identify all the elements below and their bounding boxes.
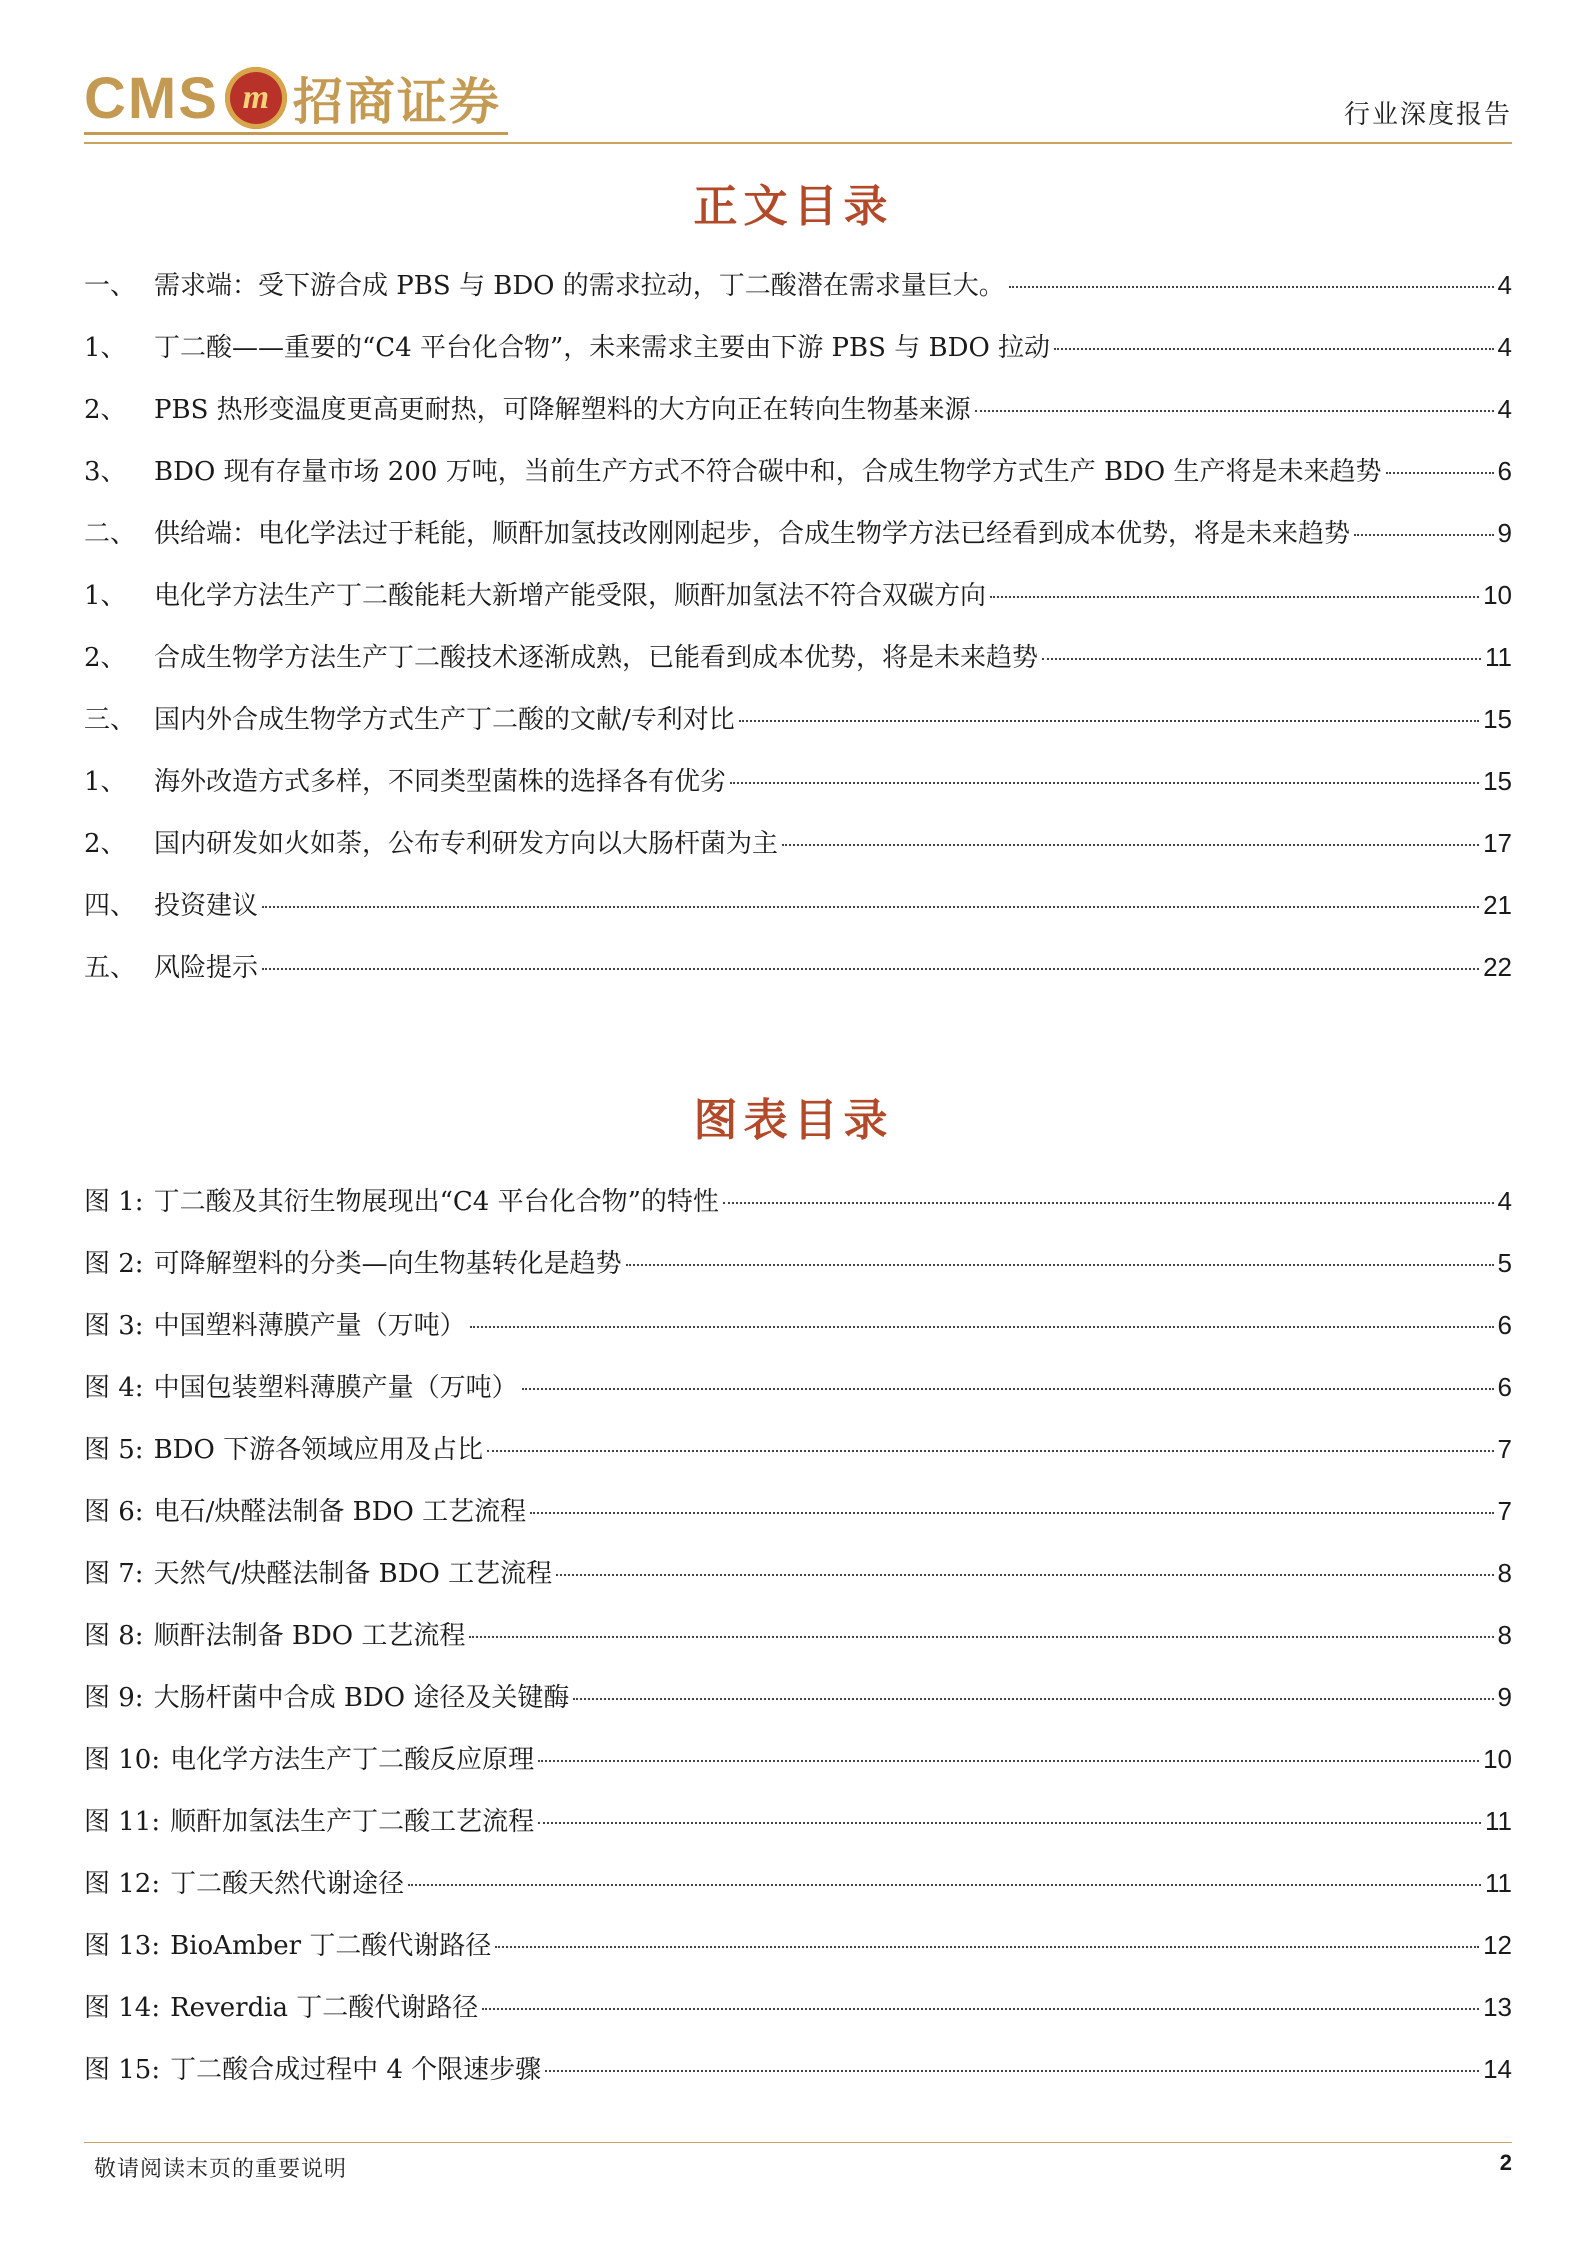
toc-entry-text: 合成生物学方法生产丁二酸技术逐渐成熟，已能看到成本优势，将是未来趋势 [154,643,1039,673]
toc-entry-page: 9 [1497,518,1512,548]
toc-entry-text: 风险提示 [154,953,259,983]
toc-entry-label [84,379,971,441]
toc-entry[interactable] [84,750,1512,812]
figure-entry-label [84,1729,534,1791]
toc-entry-page: 4 [1497,332,1512,362]
header-divider [84,142,1512,144]
dot-leader [538,1822,1481,1824]
figure-entry[interactable] [84,1790,1512,1852]
figures-title: 图表目录 [693,1095,894,1146]
figure-entry-text: BDO 下游各领域应用及占比 [153,1435,484,1465]
figure-entry-number: 图 5: [84,1435,144,1465]
dot-leader [470,1326,1494,1328]
dot-leader [262,906,1479,908]
toc-entry-page: 22 [1483,952,1512,982]
toc-entry[interactable] [84,564,1512,626]
figure-entry-number: 图 2: [84,1249,144,1279]
toc-entry-label [84,441,1382,503]
figure-entry-number: 图 11: [84,1807,161,1837]
dot-leader [556,1574,1493,1576]
toc-entry-number: 五、 [84,953,137,983]
figure-entry-label [84,1853,404,1915]
figure-entry-label [84,1543,552,1605]
figure-entry-number: 图 1: [84,1187,144,1217]
figure-entry[interactable] [84,1294,1512,1356]
toc-entry-number: 二、 [84,519,137,549]
figure-entry-page: 9 [1497,1682,1512,1712]
toc-entry-text: 供给端：电化学法过于耗能，顺酐加氢技改刚刚起步，合成生物学方法已经看到成本优势，将是未来趋势 [154,519,1351,549]
figure-entry-number: 图 8: [84,1621,144,1651]
dot-leader [626,1264,1494,1266]
figure-entry-label [84,1295,466,1357]
figure-entry-label [84,1481,526,1543]
footer-divider [84,2142,1512,2143]
figure-entry[interactable] [84,1852,1512,1914]
figure-entry[interactable] [84,1356,1512,1418]
figure-entry-number: 图 14: [84,1993,161,2023]
logo-company-name: 招商证券 [292,72,501,131]
figure-entry[interactable] [84,1914,1512,1976]
toc-entry-page: 4 [1497,270,1512,300]
toc-entry-label [84,875,258,937]
figure-entry[interactable] [84,1418,1512,1480]
toc-entry[interactable] [84,812,1512,874]
page-header [84,50,1512,150]
toc-entry-text: BDO 现有存量市场 200 万吨，当前生产方式不符合碳中和，合成生物学方式生产 BDO 生产将是未来趋势 [154,457,1382,487]
figure-entry[interactable] [84,1976,1512,2038]
toc-entry-label [84,317,1050,379]
figure-entry-page: 11 [1485,1868,1512,1898]
toc-entry-text: 国内研发如火如荼，公布专利研发方向以大肠杆菌为主 [154,829,779,859]
toc-entry-text: 丁二酸——重要的“C4 平台化合物”，未来需求主要由下游 PBS 与 BDO 拉动 [154,333,1051,363]
toc-entry-text: 需求端：受下游合成 PBS 与 BDO 的需求拉动，丁二酸潜在需求量巨大。 [154,271,1005,301]
figure-entry-page: 4 [1497,1186,1512,1216]
report-type: 行业深度报告 [1343,100,1512,130]
figure-entry[interactable] [84,1666,1512,1728]
toc-entry[interactable] [84,254,1512,316]
figure-entry-text: 丁二酸天然代谢途径 [170,1869,405,1899]
figure-entry[interactable] [84,1170,1512,1232]
toc-entry-number: 1、 [84,767,127,797]
dot-leader [1042,658,1481,660]
toc-entry[interactable] [84,378,1512,440]
figure-entry-text: 可降解塑料的分类—向生物基转化是趋势 [153,1249,622,1279]
toc-entry-number: 三、 [84,705,137,735]
figure-entry[interactable] [84,1480,1512,1542]
dot-leader [538,1760,1479,1762]
toc-entry[interactable] [84,936,1512,998]
toc-entry-label [84,565,986,627]
figure-entry-label [84,1171,719,1233]
figure-entry-page: 6 [1497,1310,1512,1340]
toc-entry-number: 2、 [84,643,127,673]
dot-leader [495,1946,1479,1948]
toc-entry-number: 3、 [84,457,127,487]
figure-entry-text: 电化学方法生产丁二酸反应原理 [170,1745,535,1775]
toc-entry[interactable] [84,874,1512,936]
logo-text: CMS [84,65,219,131]
toc-entry-number: 一、 [84,271,137,301]
dot-leader [1054,348,1494,350]
figure-entry[interactable] [84,1728,1512,1790]
toc-entry-page: 15 [1483,704,1512,734]
dot-leader [487,1450,1493,1452]
figure-entry-number: 图 10: [84,1745,161,1775]
dot-leader [990,596,1479,598]
toc-entry-number: 1、 [84,333,127,363]
toc-entry-page: 11 [1485,642,1512,672]
figure-entry-number: 图 12: [84,1869,161,1899]
figure-entry-label [84,1915,491,1977]
figure-entry-text: 大肠杆菌中合成 BDO 途径及关键酶 [153,1683,570,1713]
figures-list [84,1170,1512,2100]
figure-entry[interactable] [84,1604,1512,1666]
dot-leader [469,1636,1493,1638]
figure-entry-label [84,1605,465,1667]
figure-entry-page: 13 [1483,1992,1512,2022]
figure-entry-label [84,1419,483,1481]
toc-entry-label [84,937,258,999]
toc-entry[interactable] [84,688,1512,750]
toc-title: 正文目录 [693,181,894,232]
toc-entry-label [84,627,1038,689]
dot-leader [408,1884,1481,1886]
toc-entry-number: 2、 [84,395,127,425]
figure-entry-text: 中国包装塑料薄膜产量（万吨） [153,1373,518,1403]
dot-leader [975,410,1494,412]
figure-entry[interactable] [84,1232,1512,1294]
dot-leader [739,720,1479,722]
dot-leader [1386,472,1494,474]
figure-entry-page: 8 [1497,1558,1512,1588]
logo-underline [84,132,508,135]
figure-entry-page: 5 [1497,1248,1512,1278]
figure-entry-text: 电石/炔醛法制备 BDO 工艺流程 [153,1497,527,1527]
figure-entry-page: 6 [1497,1372,1512,1402]
toc-entry[interactable] [84,626,1512,688]
figure-entry-text: 天然气/炔醛法制备 BDO 工艺流程 [153,1559,553,1589]
figure-entry-label [84,1233,622,1295]
toc-entry-number: 四、 [84,891,137,921]
dot-leader [730,782,1479,784]
toc-entry[interactable] [84,502,1512,564]
page-number: 2 [1499,2150,1512,2175]
dot-leader [782,844,1479,846]
toc-entry-label [84,503,1350,565]
figure-entry[interactable] [84,1542,1512,1604]
toc-entry-text: 海外改造方式多样，不同类型菌株的选择各有优劣 [154,767,727,797]
figure-entry-number: 图 13: [84,1931,161,1961]
figure-entry-number: 图 3: [84,1311,144,1341]
cms-logo [84,58,501,138]
figure-entry-page: 8 [1497,1620,1512,1650]
toc-entry-label [84,813,778,875]
toc-list [84,254,1512,998]
figure-entry-text: 顺酐加氢法生产丁二酸工艺流程 [170,1807,535,1837]
figure-entry-page: 11 [1485,1806,1512,1836]
footer-note: 敬请阅读末页的重要说明 [94,2157,348,2182]
figure-entry-label [84,2039,541,2101]
figure-entry-number: 图 15: [84,2055,161,2085]
figure-entry-label [84,1357,518,1419]
figure-entry-page: 7 [1497,1496,1512,1526]
figure-entry-number: 图 9: [84,1683,144,1713]
dot-leader [1009,286,1494,288]
figure-entry-number: 图 7: [84,1559,144,1589]
figure-entry-label [84,1667,569,1729]
figure-entry-text: 中国塑料薄膜产量（万吨） [153,1311,466,1341]
figure-entry-label [84,1791,534,1853]
toc-entry-text: 投资建议 [154,891,259,921]
dot-leader [573,1698,1493,1700]
figure-entry-number: 图 6: [84,1497,144,1527]
dot-leader [522,1388,1494,1390]
figure-entry-text: Reverdia 丁二酸代谢路径 [170,1993,479,2023]
toc-entry-text: PBS 热形变温度更高更耐热，可降解塑料的大方向正在转向生物基来源 [154,395,971,425]
dot-leader [530,1512,1493,1514]
toc-entry-label [84,689,735,751]
figure-entry-number: 图 4: [84,1373,144,1403]
toc-entry-page: 6 [1497,456,1512,486]
figure-entry[interactable] [84,2038,1512,2100]
figure-entry-text: 丁二酸及其衍生物展现出“C4 平台化合物”的特性 [153,1187,719,1217]
toc-entry-page: 21 [1483,890,1512,920]
toc-entry-page: 17 [1483,828,1512,858]
dot-leader [545,2070,1479,2072]
figure-entry-text: 顺酐法制备 BDO 工艺流程 [153,1621,466,1651]
dot-leader [1354,534,1494,536]
toc-entry-page: 4 [1497,394,1512,424]
figure-entry-text: BioAmber 丁二酸代谢路径 [170,1931,492,1961]
dot-leader [262,968,1479,970]
toc-entry-number: 2、 [84,829,127,859]
logo-emblem-icon: m [225,67,287,129]
dot-leader [482,2008,1479,2010]
figure-entry-page: 7 [1497,1434,1512,1464]
toc-entry[interactable] [84,316,1512,378]
dot-leader [723,1202,1494,1204]
toc-entry-text: 电化学方法生产丁二酸能耗大新增产能受限，顺酐加氢法不符合双碳方向 [154,581,987,611]
toc-entry[interactable] [84,440,1512,502]
figure-entry-page: 12 [1483,1930,1512,1960]
toc-entry-text: 国内外合成生物学方式生产丁二酸的文献/专利对比 [154,705,735,735]
figure-entry-page: 10 [1483,1744,1512,1774]
toc-entry-page: 15 [1483,766,1512,796]
toc-entry-page: 10 [1483,580,1512,610]
toc-entry-label [84,751,726,813]
toc-entry-number: 1、 [84,581,127,611]
figure-entry-text: 丁二酸合成过程中 4 个限速步骤 [170,2055,542,2085]
toc-entry-label [84,255,1005,317]
figure-entry-page: 14 [1483,2054,1512,2084]
figure-entry-label [84,1977,478,2039]
